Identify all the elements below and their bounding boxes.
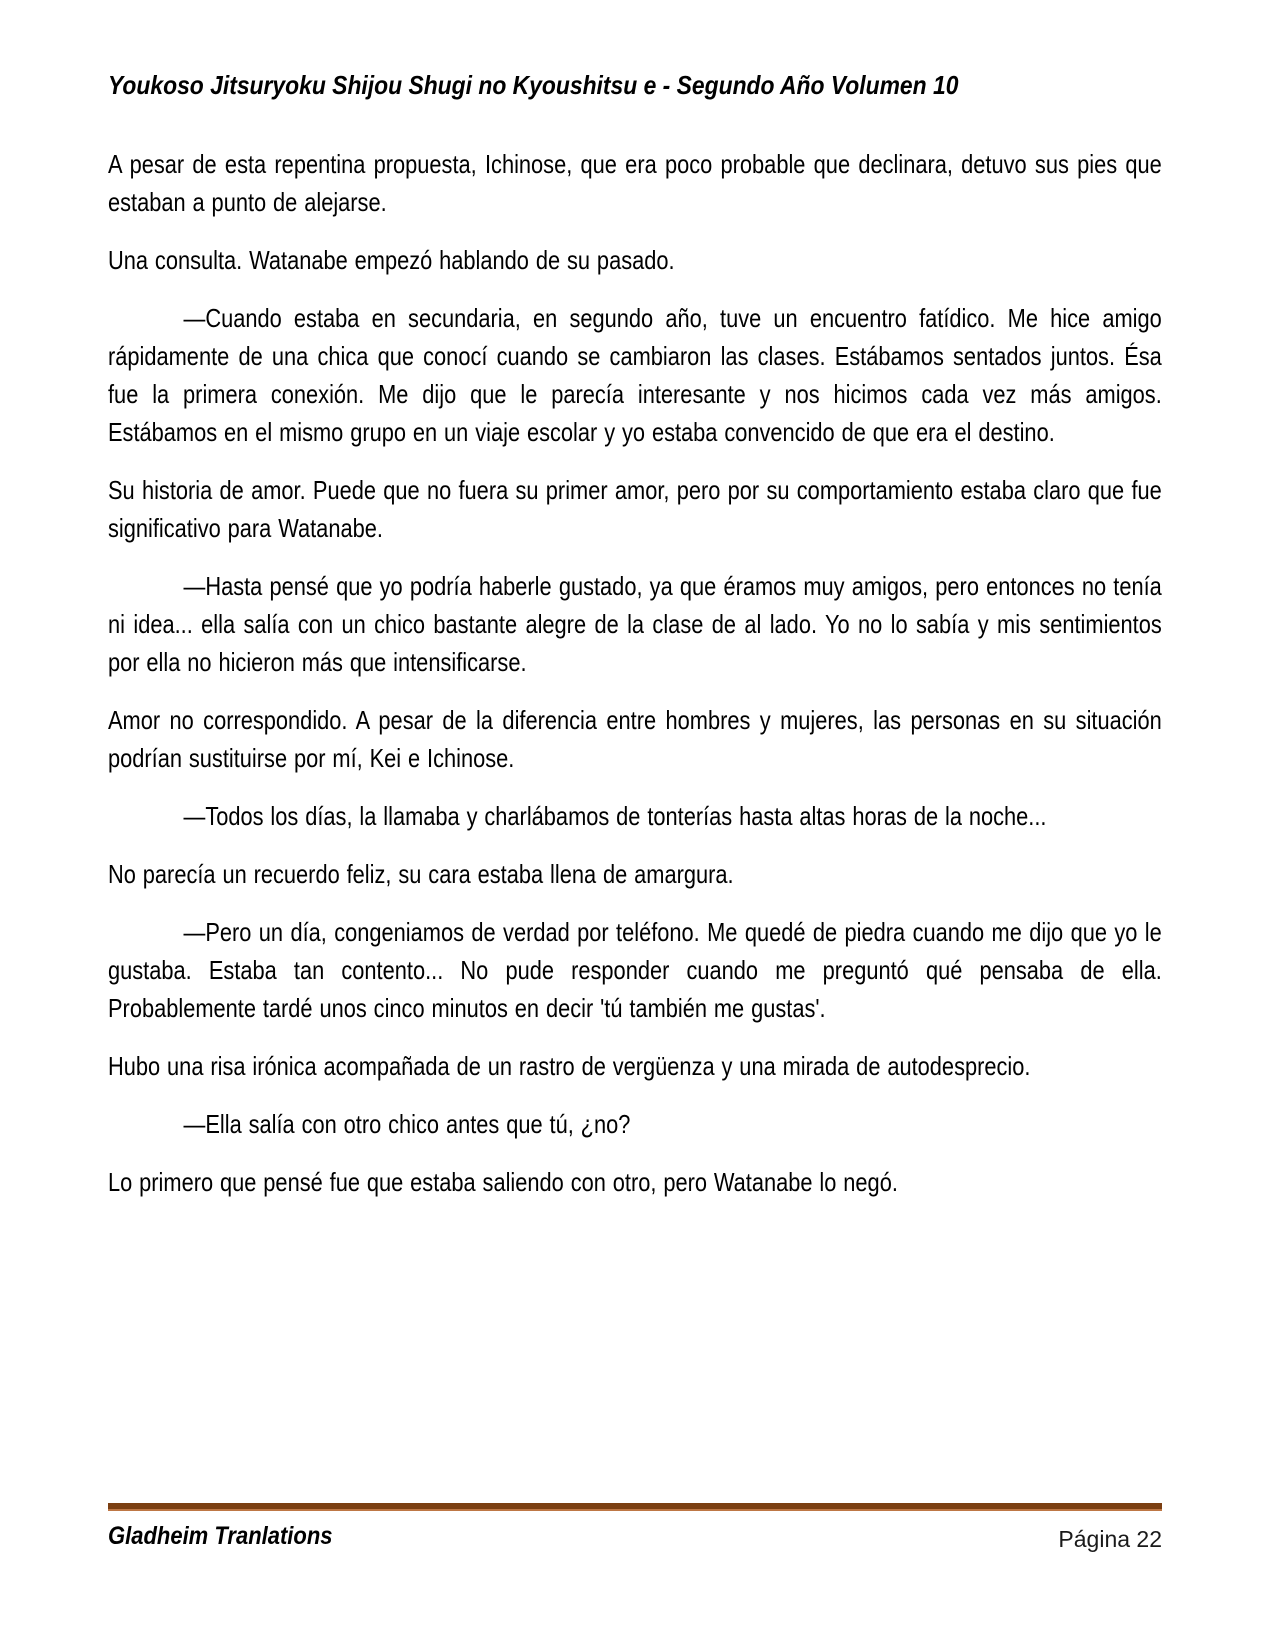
paragraph-dialogue: —Ella salía con otro chico antes que tú, ¿no? <box>183 1109 631 1139</box>
paragraph-dialogue: —Cuando estaba en secundaria, en segundo año, tuve un encuentro fatídico. Me hice amigo rápidamente de una chica que conocí cuando se cambiaron las clases. Estábamos sentados juntos. Ésa fue la primera conexión. Me dijo que le parecía interesante y nos hicimos cada vez más amigos. Estábamos en el mismo grupo en un viaje escolar y yo estaba convencido de que era el destino. <box>108 303 1162 447</box>
paragraph: Una consulta. Watanabe empezó hablando de su pasado. <box>108 245 675 275</box>
paragraph-dialogue: —Hasta pensé que yo podría haberle gustado, ya que éramos muy amigos, pero entonces no tenía ni idea... ella salía con un chico bastante alegre de la clase de al lado. Yo no lo sabía y mis sentimientos por ella no hicieron más que intensificarse. <box>108 571 1162 677</box>
body-text <box>108 145 1162 1221</box>
page-number: Página 22 <box>1058 1526 1162 1552</box>
paragraph: Amor no correspondido. A pesar de la diferencia entre hombres y mujeres, las personas en su situación podrían sustituirse por mí, Kei e Ichinose. <box>108 705 1162 773</box>
paragraph-dialogue: —Pero un día, congeniamos de verdad por teléfono. Me quedé de piedra cuando me dijo que yo le gustaba. Estaba tan contento... No pude responder cuando me preguntó qué pensaba de ella. Probablemente tardé unos cinco minutos en decir 'tú también me gustas'. <box>108 917 1162 1023</box>
document-header <box>108 70 1168 101</box>
footer-divider <box>108 1503 1162 1511</box>
paragraph: Su historia de amor. Puede que no fuera su primer amor, pero por su comportamiento estaba claro que fue significativo para Watanabe. <box>108 475 1162 543</box>
paragraph: Lo primero que pensé fue que estaba saliendo con otro, pero Watanabe lo negó. <box>108 1167 898 1197</box>
paragraph: A pesar de esta repentina propuesta, Ichinose, que era poco probable que declinara, detuvo sus pies que estaban a punto de alejarse. <box>108 149 1162 217</box>
translator-credit: Gladheim Tranlations <box>108 1522 333 1550</box>
paragraph: Hubo una risa irónica acompañada de un rastro de vergüenza y una mirada de autodesprecio. <box>108 1051 1031 1081</box>
volume-title: Youkoso Jitsuryoku Shijou Shugi no Kyoushitsu e - Segundo Año Volumen 10 <box>108 70 959 100</box>
paragraph-dialogue: —Todos los días, la llamaba y charlábamos de tonterías hasta altas horas de la noche... <box>183 801 1047 831</box>
paragraph: No parecía un recuerdo feliz, su cara estaba llena de amargura. <box>108 859 734 889</box>
